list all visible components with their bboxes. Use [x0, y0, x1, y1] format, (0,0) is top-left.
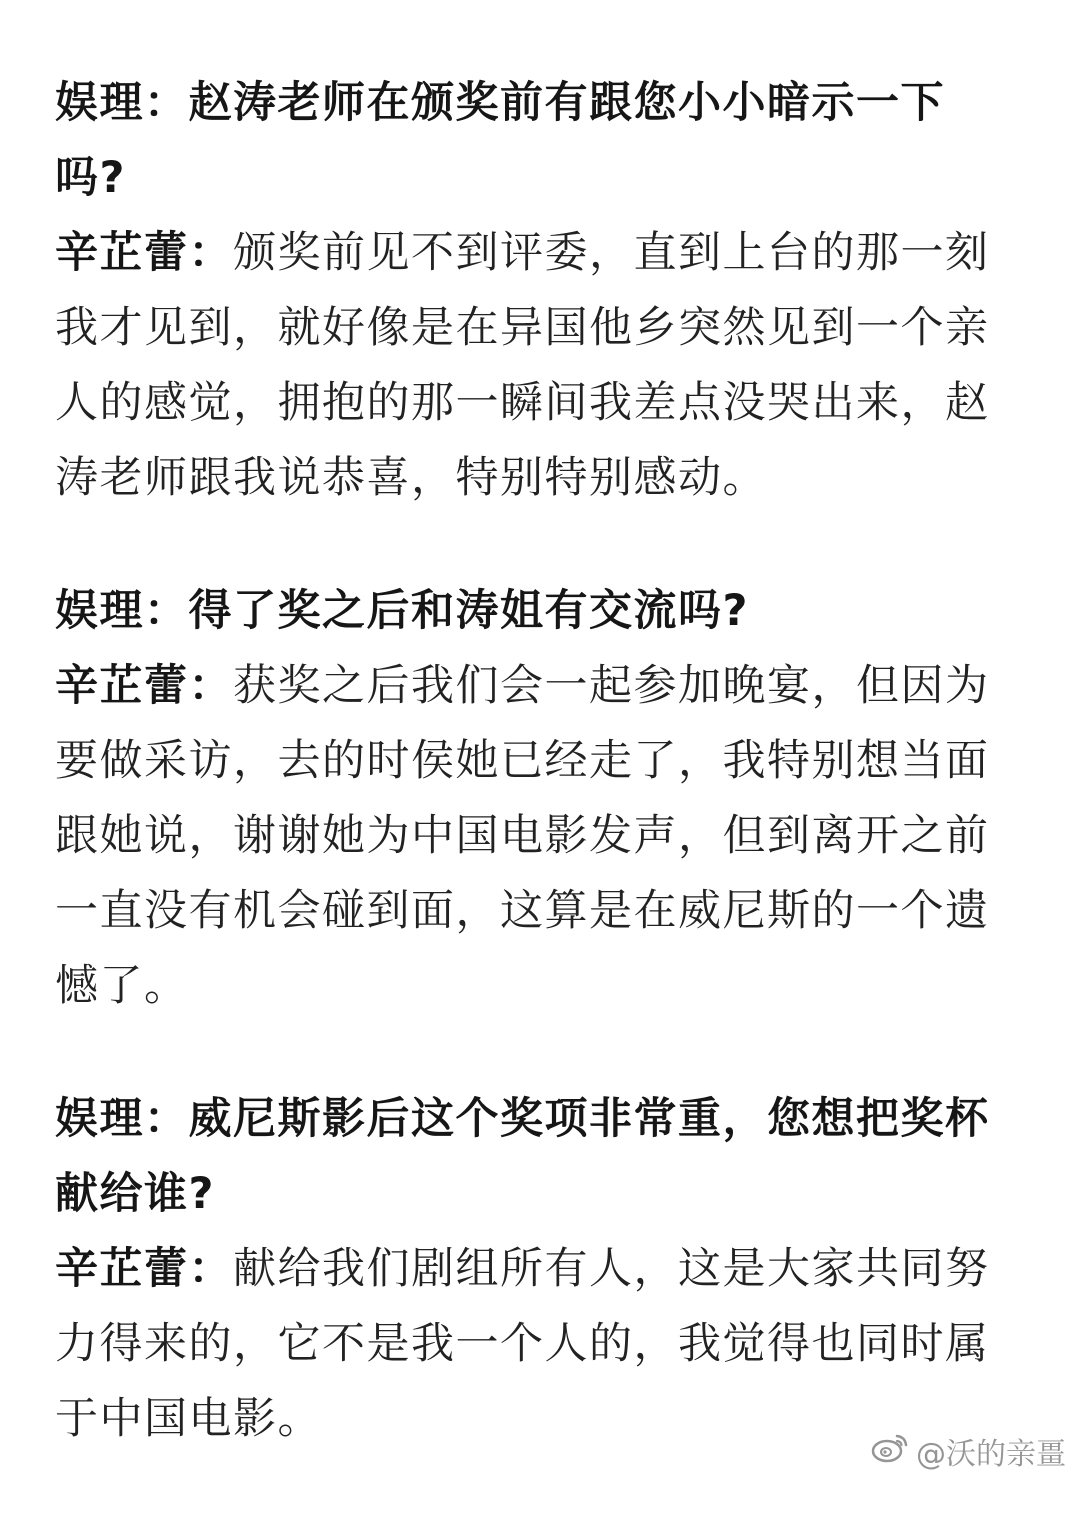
answer-2 [55, 649, 995, 1024]
qa-block-1 [55, 66, 995, 516]
question-1 [55, 66, 995, 216]
question-speaker: 娱理： [55, 586, 189, 636]
watermark-text: @沃的亲畺 [916, 1437, 1066, 1472]
question-text: 赵涛老师在颁奖前有跟您小小暗示一下吗? [55, 78, 945, 203]
question-text: 威尼斯影后这个奖项非常重，您想把奖杯献给谁? [55, 1094, 990, 1219]
answer-1 [55, 216, 995, 516]
question-2 [55, 574, 995, 649]
interview-article [55, 66, 995, 1515]
answer-speaker: 辛芷蕾： [55, 1244, 233, 1294]
qa-block-2 [55, 574, 995, 1024]
answer-text: 献给我们剧组所有人，这是大家共同努力得来的，它不是我一个人的，我觉得也同时属于中国电影。 [55, 1244, 990, 1444]
answer-3 [55, 1232, 995, 1457]
answer-speaker: 辛芷蕾： [55, 228, 233, 278]
weibo-watermark [870, 1429, 1066, 1473]
answer-text: 获奖之后我们会一起参加晚宴，但因为要做采访，去的时侯她已经走了，我特别想当面跟她说，谢谢她为中国电影发声，但到离开之前一直没有机会碰到面，这算是在威尼斯的一个遗憾了。 [55, 661, 990, 1011]
qa-block-3 [55, 1082, 995, 1457]
answer-speaker: 辛芷蕾： [55, 661, 233, 711]
question-speaker: 娱理： [55, 78, 189, 128]
question-text: 得了奖之后和涛姐有交流吗? [188, 586, 749, 636]
question-speaker: 娱理： [55, 1094, 189, 1144]
question-3 [55, 1082, 995, 1232]
weibo-icon [870, 1430, 910, 1472]
answer-text: 颁奖前见不到评委，直到上台的那一刻我才见到，就好像是在异国他乡突然见到一个亲人的感觉，拥抱的那一瞬间我差点没哭出来，赵涛老师跟我说恭喜，特别特别感动。 [55, 228, 990, 503]
